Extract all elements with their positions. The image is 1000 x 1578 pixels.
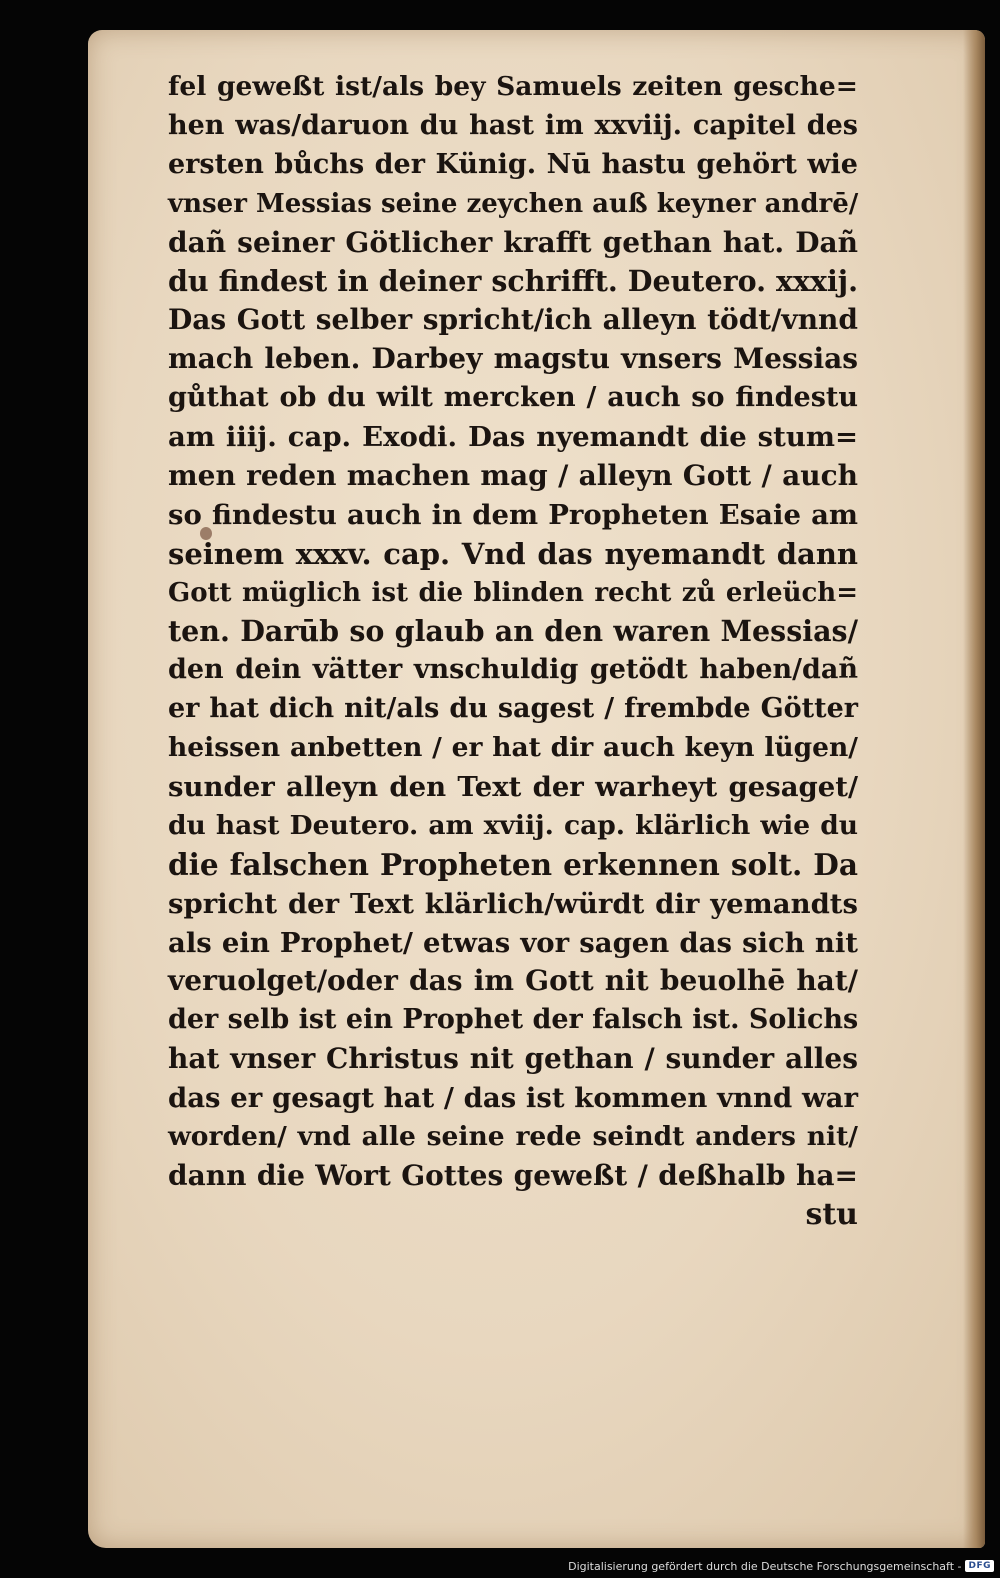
page-edge — [963, 30, 985, 1548]
text-line: vnser Messias seine zeychen auß keyner andrē/ — [168, 188, 859, 219]
text-line: er hat dich nit/als du sagest / frembde Götter — [168, 693, 858, 725]
text-line: als ein Prophet/ etwas vor sagen das sich nit — [168, 926, 858, 959]
footer-text: Digitalisierung gefördert durch die Deutsche Forschungsgemeinschaft - — [568, 1559, 962, 1573]
text-line: seinem xxxv. cap. Vnd das nyemandt dann — [168, 536, 858, 571]
text-line: veruolget/oder das im Gott nit beuolhē hat/ — [168, 964, 858, 998]
text-line: fel geweßt ist/als bey Samuels zeiten gesche= — [168, 71, 858, 102]
text-line: du hast Deutero. am xviij. cap. klärlich wie du — [168, 809, 858, 841]
page-text — [168, 68, 858, 1235]
text-line: ersten bůchs der Künig. Nū hastu gehört wie — [168, 148, 858, 180]
text-line: am iiij. cap. Exodi. Das nyemandt die stum= — [168, 421, 858, 454]
text-line: dann die Wort Gottes geweßt / deßhalb ha= — [168, 1158, 858, 1192]
text-line: dañ seiner Götlicher krafft gethan hat. Dañ — [168, 225, 858, 259]
text-line: das er gesagt hat / das ist kommen vnnd war — [168, 1082, 858, 1115]
text-line: hen was/daruon du hast im xxviij. capitel des — [168, 109, 858, 141]
text-line: mach leben. Darbey magstu vnsers Messias — [168, 342, 858, 376]
text-line: so findestu auch in dem Propheten Esaie am — [168, 498, 858, 531]
text-line: der selb ist ein Prophet der falsch ist. Solichs — [168, 1004, 859, 1036]
text-line: worden/ vnd alle seine rede seindt anders nit/ — [168, 1121, 858, 1153]
text-line: sunder alleyn den Text der warheyt gesaget/ — [168, 771, 858, 804]
text-line: du findest in deiner schrifft. Deutero. xxxij. — [168, 264, 858, 299]
catchword: stu — [805, 1196, 858, 1232]
text-line: den dein vätter vnschuldig getödt haben/dañ — [168, 654, 858, 686]
text-line: die falschen Propheten erkennen solt. Da — [168, 846, 858, 882]
text-line: hat vnser Christus nit gethan / sunder alles — [168, 1042, 858, 1076]
text-line: Gott müglich ist die blinden recht zů erleüch= — [168, 577, 858, 608]
text-line: Das Gott selber spricht/ich alleyn tödt/vnnd — [168, 303, 858, 337]
dfg-logo-icon: DFG — [965, 1560, 994, 1572]
text-line: ten. Darūb so glaub an den waren Messias/ — [168, 614, 858, 649]
text-line: men reden machen mag / alleyn Gott / auch — [168, 458, 858, 492]
text-line: heissen anbetten / er hat dir auch keyn lügen/ — [168, 732, 858, 764]
footer-credit — [568, 1558, 994, 1574]
text-line: spricht der Text klärlich/würdt dir yemandts — [168, 887, 858, 920]
text-line: gůthat ob du wilt mercken / auch so findestu — [168, 382, 858, 414]
